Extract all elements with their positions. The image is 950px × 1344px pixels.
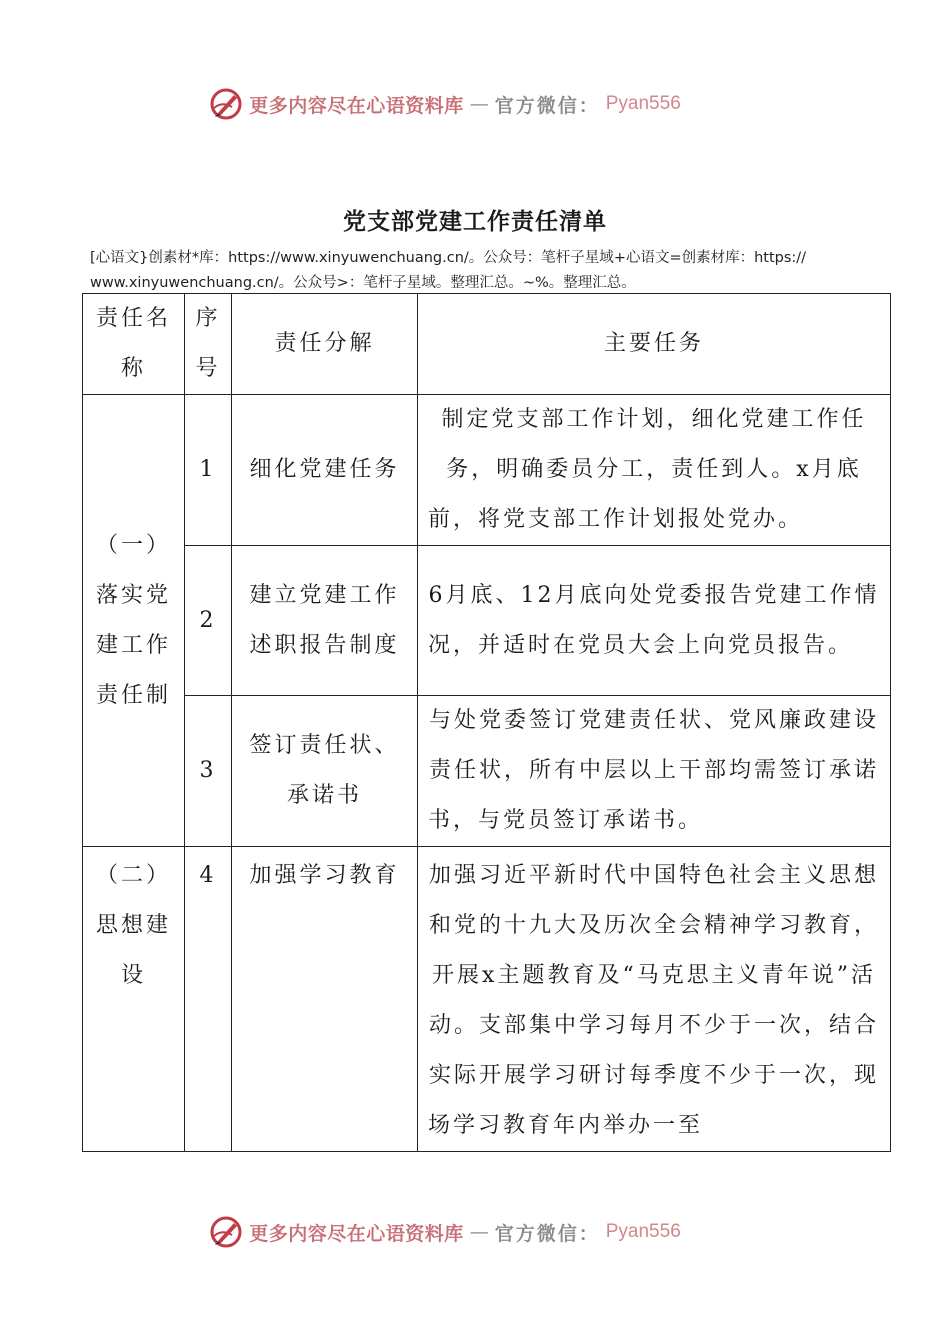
row-item: 建立党建工作述职报告制度 xyxy=(232,546,418,696)
row-number: 1 xyxy=(185,395,232,546)
table-row xyxy=(83,395,891,546)
header-cell: 主要任务 xyxy=(418,294,891,395)
header-cell: 责任名称 xyxy=(83,294,185,395)
document-title: 党支部党建工作责任清单 xyxy=(343,208,607,235)
pen-logo-icon xyxy=(209,1215,243,1249)
responsibility-table xyxy=(82,293,891,1152)
table-row xyxy=(83,847,891,1152)
banner-wechat-id: Pyan556 xyxy=(605,1221,681,1242)
category-cell xyxy=(83,395,185,847)
row-item: 细化党建任务 xyxy=(232,395,418,546)
banner-label: 官方微信： xyxy=(494,94,600,117)
header-watermark-banner xyxy=(0,84,950,124)
category-number: （二） xyxy=(95,863,171,888)
row-item: 加强学习教育 xyxy=(232,847,418,1152)
banner-text: 更多内容尽在心语资料库 xyxy=(249,1222,464,1245)
category-label: 思想建设 xyxy=(95,913,171,988)
row-task: 加强习近平新时代中国特色社会主义思想和党的十九大及历次全会精神学习教育，开展x主题教育及“马克思主义青年说”活动。支部集中学习每月不少于一次，结合实际开展学习研讨每季度不少于一次，现场学习教育年内举办一至 xyxy=(418,847,891,1152)
row-number: 3 xyxy=(185,696,232,847)
row-number: 2 xyxy=(185,546,232,696)
row-task: 制定党支部工作计划，细化党建工作任务，明确委员分工，责任到人。x月底前，将党支部工作计划报处党办。 xyxy=(418,395,891,546)
category-label: 落实党建工作责任制 xyxy=(95,582,171,708)
banner-dash: — xyxy=(469,1221,489,1243)
table-header-row xyxy=(83,294,891,395)
header-cell: 序号 xyxy=(185,294,232,395)
row-number: 4 xyxy=(185,847,232,1152)
banner-label: 官方微信： xyxy=(494,1222,600,1245)
banner-wechat-id: Pyan556 xyxy=(605,93,681,114)
table-row xyxy=(83,696,891,847)
category-number: （一） xyxy=(95,532,171,558)
table-row xyxy=(83,546,891,696)
row-task: 与处党委签订党建责任状、党风廉政建设责任状，所有中层以上干部均需签订承诺书，与党员签订承诺书。 xyxy=(418,696,891,847)
pen-logo-icon xyxy=(209,87,243,121)
row-task: 6月底、12月底向处党委报告党建工作情况，并适时在党员大会上向党员报告。 xyxy=(418,546,891,696)
row-item: 签订责任状、承诺书 xyxy=(232,696,418,847)
header-cell: 责任分解 xyxy=(232,294,418,395)
category-cell xyxy=(83,847,185,1152)
banner-text: 更多内容尽在心语资料库 xyxy=(249,94,464,117)
banner-dash: — xyxy=(469,93,489,115)
footer-watermark-banner xyxy=(0,1212,950,1252)
source-note: [心语文}创素材*库：https://www.xinyuwenchuang.cn/。公众号：笔杆子星域+心语文=创素材库：https:// www.xinyuwenchuang.cn/。公众号>：笔杆子星域。整理汇总。~%。整理汇总。 xyxy=(90,250,807,291)
